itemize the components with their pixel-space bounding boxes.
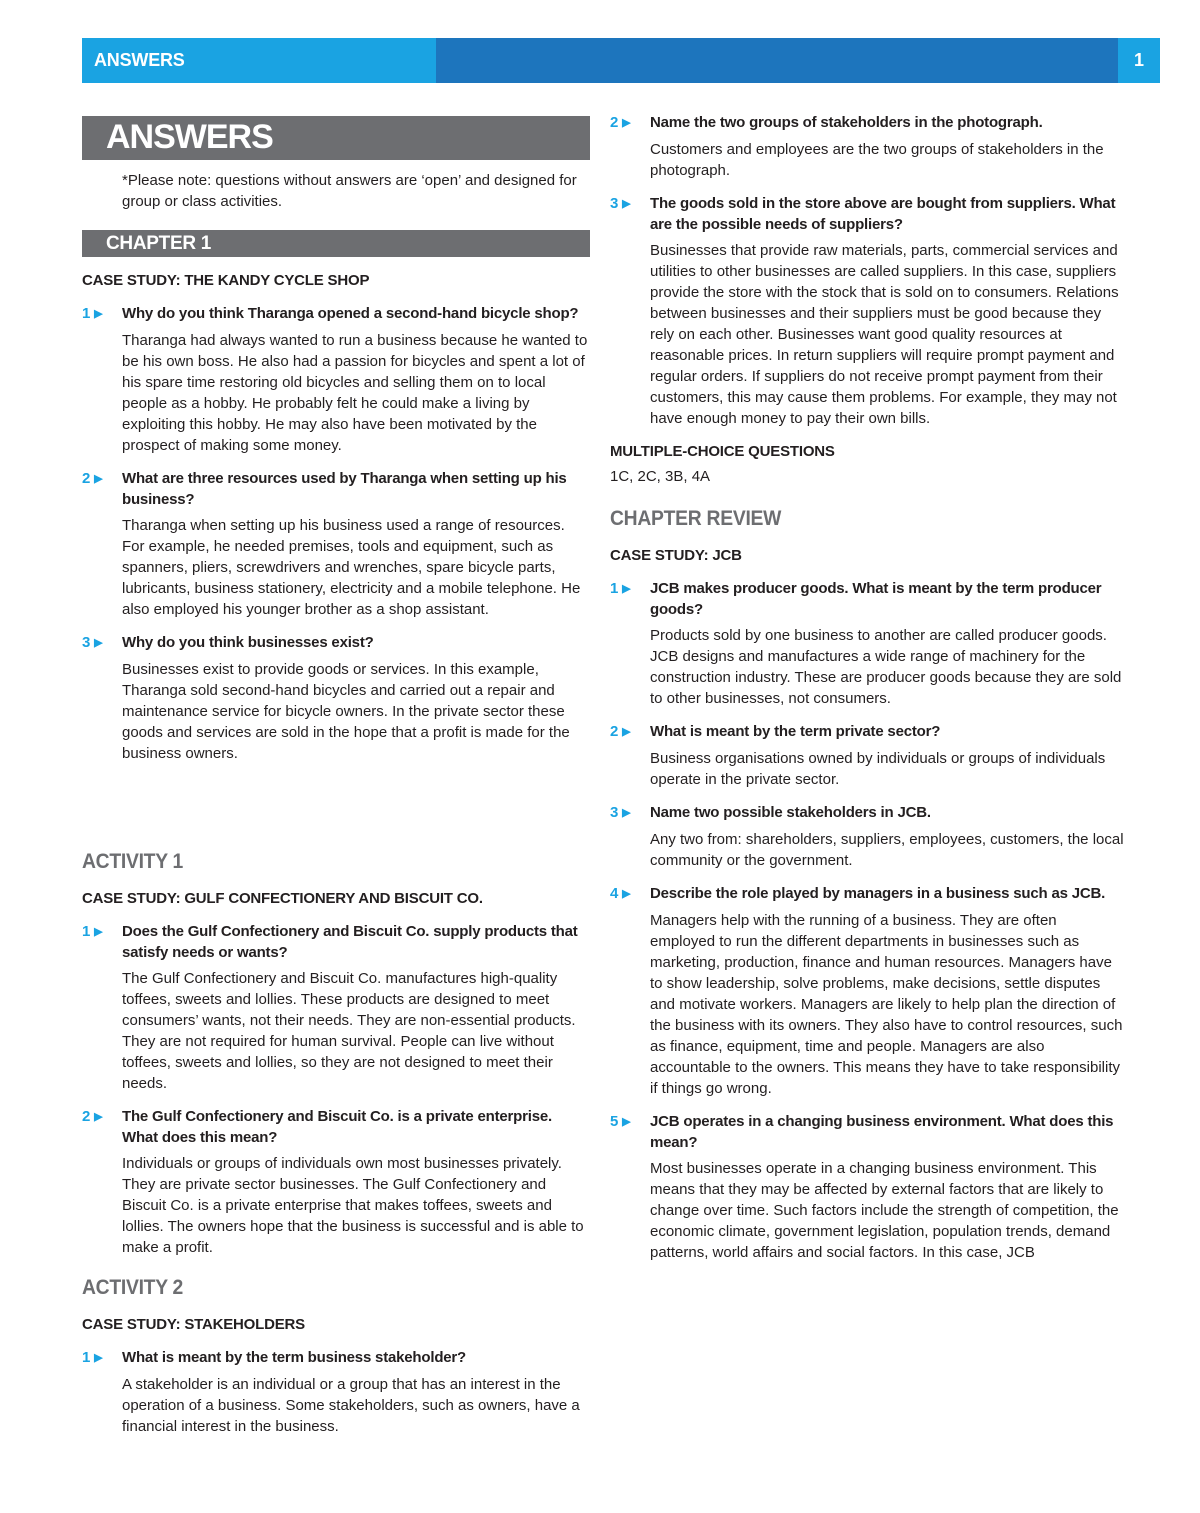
question bbox=[610, 193, 1125, 235]
question bbox=[610, 1111, 1125, 1153]
question bbox=[610, 578, 1125, 620]
activity1-section bbox=[82, 850, 590, 1270]
triangle-right-icon: ▶ bbox=[94, 473, 103, 485]
answer-text: Businesses that provide raw materials, parts, commercial services and utilities to other businesses are called suppliers. In this case, suppliers provide the store with the stock that is sold on to consumers. Relations between businesses and their suppliers must be good because they rely on each other. Businesses want good quality resources at reasonable prices. In return suppliers will require prompt payment and regular orders. If suppliers do not receive prompt payment from their customers, this may cause them problems. For example, they may not have enough money to pay their own bills. bbox=[650, 242, 1119, 427]
question-number: 3 ▶ bbox=[82, 634, 103, 651]
answer-text: Any two from: shareholders, suppliers, employees, customers, the local community or the government. bbox=[650, 831, 1124, 869]
note-text: *Please note: questions without answers are ‘open’ and designed for group or class activities. bbox=[122, 172, 577, 210]
header-label-box bbox=[82, 38, 436, 83]
answer-text: Managers help with the running of a business. They are often employed to run the different departments in businesses such as marketing, production, finance and human resources. Managers have to show leadership, solve problems, make decisions, settle disputes and motivate workers. Managers are likely to help plan the direction of the business with its owners. They also have to control resources, such as finance, equipment, time and people. Managers are also accountable to the owners. This means they have to take responsibility if things go wrong. bbox=[650, 912, 1123, 1097]
triangle-right-icon: ▶ bbox=[94, 308, 103, 320]
question-number: 1 ▶ bbox=[82, 305, 103, 322]
answer-text: Individuals or groups of individuals own most businesses privately. They are private sector businesses. The Gulf Confectionery and Biscuit Co. is a private enterprise that makes toffees, sweets and lollies. The owners hope that the business is successful and is able to make a profit. bbox=[122, 1155, 584, 1256]
section-heading: ACTIVITY 1 bbox=[82, 850, 184, 873]
answer-text: Businesses exist to provide goods or services. In this example, Tharanga sold second-hand bicycles and carried out a repair and maintenance service for bicycle owners. In the private sector these goods and services are sold in the hope that a profit is made for the business owners. bbox=[122, 661, 570, 762]
question bbox=[610, 802, 1125, 824]
question-number: 2 ▶ bbox=[610, 114, 631, 131]
question-number: 3 ▶ bbox=[610, 195, 631, 212]
triangle-right-icon: ▶ bbox=[94, 926, 103, 938]
question-number: 1 ▶ bbox=[610, 580, 631, 597]
question-text: Why do you think Tharanga opened a second-hand bicycle shop? bbox=[122, 305, 579, 322]
question-text: Name two possible stakeholders in JCB. bbox=[650, 804, 931, 821]
chapter1-section bbox=[82, 270, 590, 776]
question-text: JCB makes producer goods. What is meant by the term producer goods? bbox=[650, 580, 1102, 618]
answer-text: A stakeholder is an individual or a group that has an interest in the operation of a business. Some stakeholders, such as owners, have a financial interest in the business. bbox=[122, 1376, 580, 1435]
case-study-heading: CASE STUDY: GULF CONFECTIONERY AND BISCUIT CO. bbox=[82, 890, 483, 907]
page-number: 1 bbox=[1133, 50, 1144, 70]
question bbox=[610, 883, 1125, 905]
triangle-right-icon: ▶ bbox=[622, 1116, 631, 1128]
question bbox=[82, 632, 590, 654]
header-label: ANSWERS bbox=[94, 50, 185, 70]
triangle-right-icon: ▶ bbox=[622, 726, 631, 738]
answer-text: The Gulf Confectionery and Biscuit Co. manufactures high-quality toffees, sweets and lollies. These products are designed to meet consumers’ wants, not their needs. They are non-essential products. They are not required for human survival. People can live without toffees, sweets and lollies, so they are not designed to meet their needs. bbox=[122, 970, 576, 1092]
question-text: Name the two groups of stakeholders in the photograph. bbox=[650, 114, 1043, 131]
mcq-heading: MULTIPLE-CHOICE QUESTIONS bbox=[610, 443, 835, 460]
question-text: Why do you think businesses exist? bbox=[122, 634, 374, 651]
question-text: The goods sold in the store above are bought from suppliers. What are the possible needs of suppliers? bbox=[650, 195, 1116, 233]
activity2-continued bbox=[610, 112, 1125, 1275]
question-number: 2 ▶ bbox=[82, 470, 103, 487]
question bbox=[610, 721, 1125, 743]
answer-text: Most businesses operate in a changing business environment. This means that they may be affected by external factors that are likely to change over time. Such factors include the strength of competition, the economic climate, government legislation, population trends, demand patterns, world affairs and social factors. In this case, JCB bbox=[650, 1160, 1119, 1261]
activity2-section bbox=[82, 1276, 590, 1449]
case-study-heading: CASE STUDY: JCB bbox=[610, 547, 742, 564]
triangle-right-icon: ▶ bbox=[622, 117, 631, 129]
question-number: 3 ▶ bbox=[610, 804, 631, 821]
question bbox=[610, 112, 1125, 134]
triangle-right-icon: ▶ bbox=[622, 807, 631, 819]
question-text: What is meant by the term private sector? bbox=[650, 723, 941, 740]
triangle-right-icon: ▶ bbox=[94, 637, 103, 649]
header-stripe bbox=[436, 38, 1118, 83]
mcq-answers: 1C, 2C, 3B, 4A bbox=[610, 468, 711, 485]
answer-text: Business organisations owned by individuals or groups of individuals operate in the private sector. bbox=[650, 750, 1106, 788]
question-number: 1 ▶ bbox=[82, 923, 103, 940]
question bbox=[82, 1106, 590, 1148]
question bbox=[82, 468, 590, 510]
section-heading: ACTIVITY 2 bbox=[82, 1276, 184, 1299]
question-number: 5 ▶ bbox=[610, 1113, 631, 1130]
page-header bbox=[82, 38, 1160, 83]
answer-text: Customers and employees are the two groups of stakeholders in the photograph. bbox=[650, 141, 1104, 179]
question bbox=[82, 921, 590, 963]
triangle-right-icon: ▶ bbox=[622, 583, 631, 595]
title-band bbox=[82, 116, 590, 160]
question-text: What is meant by the term business stakeholder? bbox=[122, 1349, 467, 1366]
triangle-right-icon: ▶ bbox=[94, 1111, 103, 1123]
section-heading: CHAPTER REVIEW bbox=[610, 507, 782, 530]
answer-text: Tharanga had always wanted to run a business because he wanted to be his own boss. He also had a passion for bicycles and spent a lot of his spare time restoring old bicycles and selling them on to local people as a hobby. He probably felt he could make a living by exploiting this hobby. He may also have been motivated by the prospect of making some money. bbox=[122, 332, 588, 454]
page-title: ANSWERS bbox=[106, 118, 273, 156]
question bbox=[82, 303, 590, 325]
case-study-heading: CASE STUDY: STAKEHOLDERS bbox=[82, 1316, 305, 1333]
page-number-box bbox=[1118, 38, 1160, 83]
question-text: The Gulf Confectionery and Biscuit Co. is a private enterprise. What does this mean? bbox=[122, 1108, 552, 1146]
question-number: 2 ▶ bbox=[82, 1108, 103, 1125]
triangle-right-icon: ▶ bbox=[622, 888, 631, 900]
question-text: What are three resources used by Tharanga when setting up his business? bbox=[122, 470, 567, 508]
question-text: Does the Gulf Confectionery and Biscuit Co. supply products that satisfy needs or wants? bbox=[122, 923, 578, 961]
question-text: JCB operates in a changing business environment. What does this mean? bbox=[650, 1113, 1114, 1151]
triangle-right-icon: ▶ bbox=[622, 198, 631, 210]
chapter-band bbox=[82, 230, 590, 257]
answer-text: Products sold by one business to another are called producer goods. JCB designs and manufactures a wide range of machinery for the construction industry. These are producer goods because they are sold to other businesses, not consumers. bbox=[650, 627, 1122, 707]
question-number: 1 ▶ bbox=[82, 1349, 103, 1366]
answer-text: Tharanga when setting up his business used a range of resources. For example, he needed premises, tools and equipment, such as spanners, pliers, screwdrivers and wrenches, spare bicycle parts, lubricants, business stationery, electricity and a mobile telephone. He also employed his younger brother as a shop assistant. bbox=[122, 517, 581, 618]
question-text: Describe the role played by managers in a business such as JCB. bbox=[650, 885, 1106, 902]
question bbox=[82, 1347, 590, 1369]
question-number: 4 ▶ bbox=[610, 885, 631, 902]
triangle-right-icon: ▶ bbox=[94, 1352, 103, 1364]
chapter-title: CHAPTER 1 bbox=[106, 233, 211, 254]
question-number: 2 ▶ bbox=[610, 723, 631, 740]
case-study-heading: CASE STUDY: THE KANDY CYCLE SHOP bbox=[82, 272, 370, 289]
